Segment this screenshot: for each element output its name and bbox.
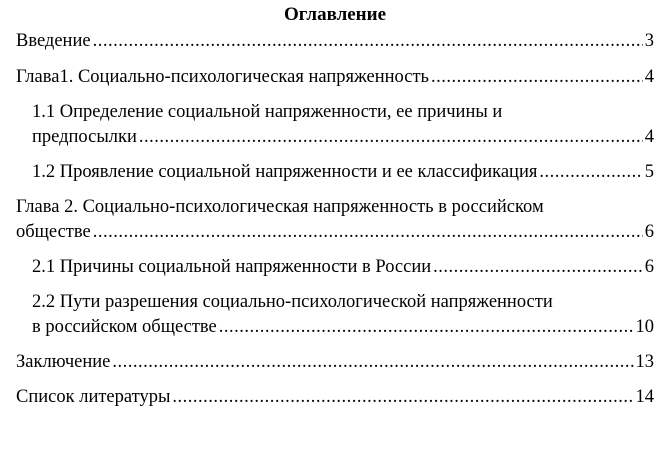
toc-entry-section-1-2[interactable]: [16, 160, 654, 185]
toc-entry-text-line1: 2.2 Пути разрешения социально-психологической напряженности: [32, 292, 553, 312]
toc-entry-text: Глава1. Социально-психологическая напряженность: [16, 67, 429, 87]
toc-entry-section-2-1[interactable]: [16, 255, 654, 280]
toc-entry-text: Список литературы: [16, 387, 171, 407]
toc-leader-dots: [139, 125, 643, 150]
toc-entry-chapter-1[interactable]: [16, 65, 654, 90]
toc-entry-text: Введение: [16, 31, 91, 51]
toc-leader-dots: [539, 160, 642, 185]
table-of-contents: [16, 4, 654, 420]
toc-entry-page: 5: [644, 162, 654, 182]
toc-entry-page: 3: [644, 31, 654, 51]
toc-entry-page: 14: [635, 387, 654, 407]
toc-entry-text: предпосылки: [32, 127, 137, 147]
toc-leader-dots: [172, 385, 633, 410]
toc-entry-bibliography[interactable]: [16, 385, 654, 410]
toc-entry-text: 2.1 Причины социальной напряженности в России: [32, 257, 432, 277]
toc-entry-page: 6: [644, 222, 654, 242]
toc-leader-dots: [431, 65, 643, 90]
toc-entry-page: 13: [635, 352, 654, 372]
toc-entry-section-2-2[interactable]: [16, 290, 654, 340]
toc-entry-section-1-1[interactable]: [16, 100, 654, 150]
toc-title: Оглавление: [283, 4, 387, 25]
toc-leader-dots: [219, 315, 634, 340]
toc-entry-chapter-2[interactable]: [16, 195, 654, 245]
toc-leader-dots: [93, 29, 643, 54]
toc-entry-page: 6: [644, 257, 654, 277]
toc-entry-conclusion[interactable]: [16, 350, 654, 375]
toc-entry-page: 4: [644, 127, 654, 147]
toc-entry-text: обществе: [16, 222, 91, 242]
toc-entry-introduction[interactable]: [16, 29, 654, 54]
toc-leader-dots: [433, 255, 643, 280]
toc-leader-dots: [112, 350, 633, 375]
toc-entry-text: Заключение: [16, 352, 111, 372]
toc-entry-page: 4: [644, 67, 654, 87]
toc-entry-text-line1: 1.1 Определение социальной напряженности, ее причины и: [32, 102, 503, 122]
toc-entry-text: 1.2 Проявление социальной напряженности и ее классификация: [32, 162, 538, 182]
toc-leader-dots: [93, 220, 643, 245]
toc-entry-text-line1: Глава 2. Социально-психологическая напряженность в российском: [16, 197, 544, 217]
toc-entry-text: в российском обществе: [32, 317, 217, 337]
toc-entry-page: 10: [635, 317, 654, 337]
